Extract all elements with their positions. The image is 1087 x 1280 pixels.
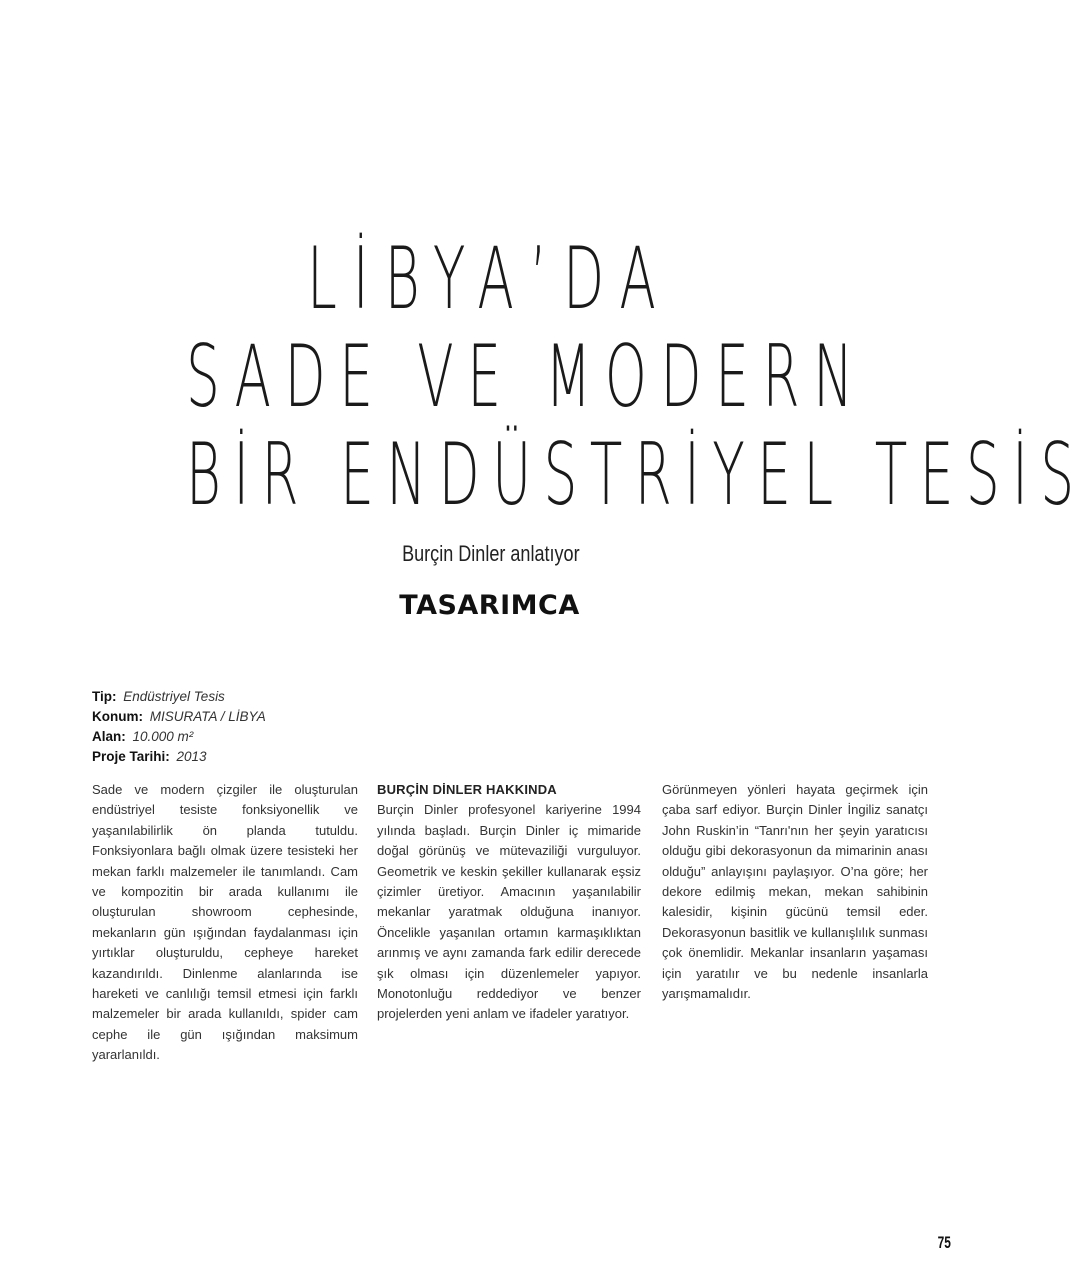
project-info-area [92,727,266,747]
column-2-text: Burçin Dinler profesyonel kariyerine 1994 yılında başladı. Burçin Dinler iç mimaride doğal görünüş ve mütevaziliği vurguluyor. Geometrik ve keskin şekiller kullanarak eşsiz çizimler üretiyor. Amacının yaşanılabilir mekanlar yaratmak olduğuna inanıyor. Öncelikle yaşanılan ortamın karmaşıklıktan arınmış ve aynı zamanda fark edilir derecede şık olması için düzenlemeler yapıyor. Monotonluğu reddediyor ve benzer projelerden yeni anlam ve ifadeler yaratıyor. [377,802,641,1022]
info-label: Alan: [92,729,126,744]
info-value: 2013 [176,749,207,764]
article-column-3 [662,780,928,1004]
project-info-location [92,707,266,727]
article-column-2 [377,780,641,1025]
project-info [92,687,266,767]
article-column-1 [92,780,358,1066]
info-label: Proje Tarihi: [92,749,170,764]
info-value: MISURATA / LİBYA [149,709,266,724]
column-3-text: Görünmeyen yönleri hayata geçirmek için çaba sarf ediyor. Burçin Dinler İngiliz sanatçı John Ruskin’in “Tanrı'nın her şeyin yaratıcısı olduğu gibi dekorasyonun da mimarinin anası olduğu” anlayışını paylaşıyor. O’na göre; her dekore edilmiş mekan, mekan sahibinin kalesidir, kişinin gücünü temsil eder. Dekorasyonun basitlik ve kullanışlılık sunması çok önemlidir. Mekanlar insanların yaşaması için yaratılır ve bu nedenle insanlarla yarışmamalıdır. [662,782,928,1002]
info-value: Endüstriyel Tesis [123,689,225,704]
column-1-text: Sade ve modern çizgiler ile oluşturulan endüstriyel tesiste fonksiyonellik ve yaşanılabilirlik ön planda tutuldu. Fonksiyonlara bağlı olmak üzere tesisteki her mekan farklı malzemeler ile tanımlandı. Cam ve kompozitin bir arada kullanımı ile oluşturulan showroom cephesinde, mekanların gün ışığından faydalanması için yırtıklar oluşturuldu, cepheye hareket kazandırıldı. Dinlenme alanlarında ise hareketi ve canlılığı temsil etmesi için farklı malzemeler bir arada kullanıldı, spider cam cephe ile gün ışığından maksimum yararlanıldı. [92,782,358,1063]
info-value: 10.000 m² [132,729,194,744]
project-info-type [92,687,266,707]
title-line-1: LİBYA’DA [307,229,672,329]
title-line-3: BİR ENDÜSTRİYEL TESİS [186,425,1087,525]
info-label: Konum: [92,709,143,724]
info-label: Tip: [92,689,117,704]
section-label: TASARIMCA [399,590,580,621]
project-info-date [92,747,266,767]
title-line-2: SADE VE MODERN [186,327,867,427]
byline: Burçin Dinler anlatıyor [402,541,580,566]
designer-heading: BURÇİN DİNLER HAKKINDA [377,782,557,797]
page-number: 75 [937,1233,951,1252]
